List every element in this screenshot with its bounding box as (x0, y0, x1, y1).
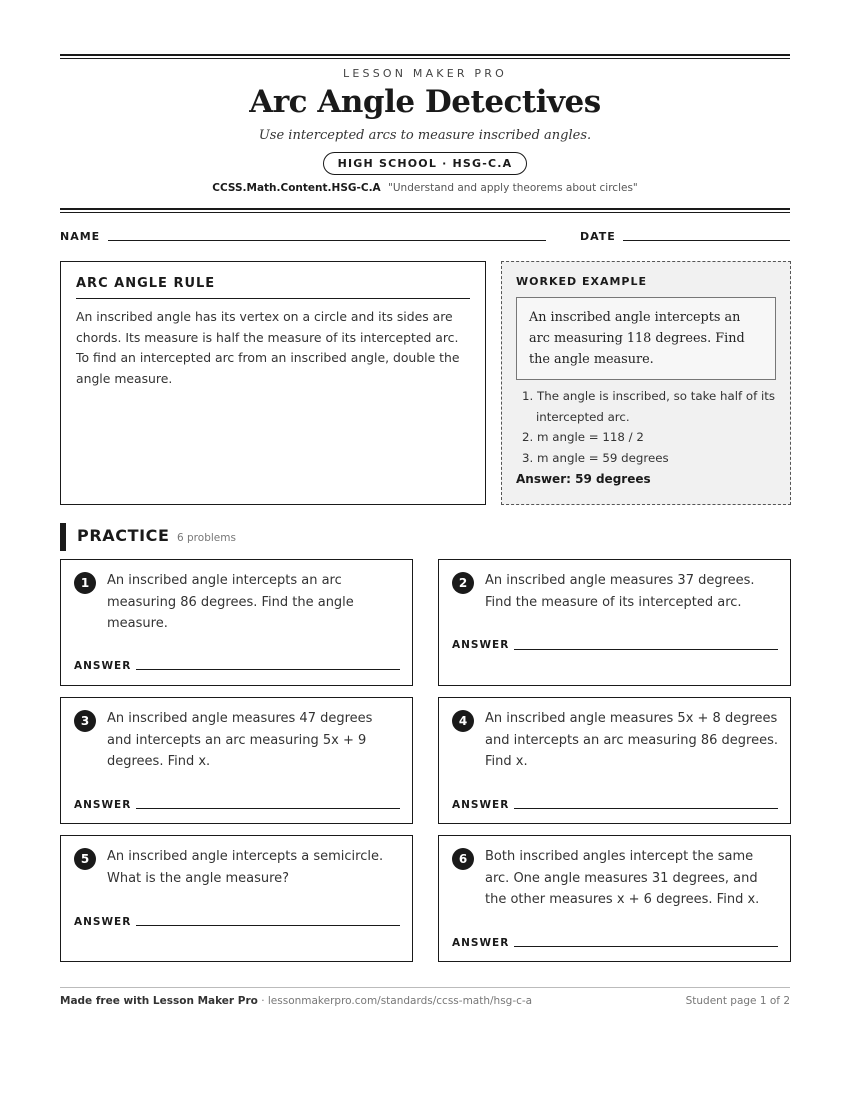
answer-label: ANSWER (74, 916, 132, 928)
date-field[interactable] (623, 240, 790, 241)
problem-number: 2 (452, 572, 474, 594)
footer-credit (60, 995, 532, 1007)
problem-text: An inscribed angle measures 47 degrees and intercepts an arc measuring 5x + 9 degrees. Find x. (107, 711, 373, 769)
problem-card-2 (438, 559, 791, 686)
footer-url[interactable]: · lessonmakerpro.com/standards/ccss-math/hsg-c-a (257, 995, 533, 1007)
practice-title: PRACTICE (77, 526, 170, 545)
problem-card-3 (60, 697, 413, 824)
problem-number: 3 (74, 710, 96, 732)
example-step: 1. The angle is inscribed, so take half of its intercepted arc. (522, 389, 776, 424)
answer-field-3[interactable] (136, 808, 400, 809)
problem-text: An inscribed angle intercepts a semicircle. What is the angle measure? (107, 849, 384, 886)
answer-field-4[interactable] (514, 808, 778, 809)
example-answer: Answer: 59 degrees (516, 472, 651, 486)
problem-text: An inscribed angle measures 37 degrees. Find the measure of its intercepted arc. (485, 573, 755, 610)
rule-box (60, 261, 486, 505)
date-label: DATE (580, 230, 616, 243)
brand-eyebrow: LESSON MAKER PRO (343, 67, 507, 80)
problem-card-6 (438, 835, 791, 962)
problem-card-1 (60, 559, 413, 686)
grade-badge-wrap (0, 152, 850, 175)
header-bottom-rule (60, 208, 790, 213)
standard-description: "Understand and apply theorems about circles" (388, 182, 638, 194)
problem-card-5 (60, 835, 413, 962)
standard-code: CCSS.Math.Content.HSG-C.A (212, 182, 381, 194)
example-heading: WORKED EXAMPLE (516, 275, 647, 288)
answer-label: ANSWER (74, 799, 132, 811)
page-indicator: Student page 1 of 2 (685, 995, 790, 1007)
worked-example-box (501, 261, 791, 505)
practice-accent-bar (60, 523, 66, 551)
answer-label: ANSWER (452, 799, 510, 811)
example-steps (516, 386, 776, 468)
header-top-rule (60, 54, 790, 59)
grade-badge: HIGH SCHOOL · HSG-C.A (323, 152, 528, 175)
example-step: 3. m angle = 59 degrees (522, 450, 669, 465)
problem-number: 5 (74, 848, 96, 870)
problem-text: An inscribed angle intercepts an arc measuring 86 degrees. Find the angle measure. (107, 573, 354, 631)
answer-label: ANSWER (452, 639, 510, 651)
practice-count: 6 problems (177, 532, 236, 544)
name-field[interactable] (108, 240, 546, 241)
footer-brand: Made free with Lesson Maker Pro (60, 995, 258, 1007)
answer-label: ANSWER (452, 937, 510, 949)
rule-heading: ARC ANGLE RULE (76, 276, 470, 299)
page-title: Arc Angle Detectives (249, 84, 601, 120)
name-label: NAME (60, 230, 101, 243)
example-question: An inscribed angle intercepts an arc measuring 118 degrees. Find the angle measure. (516, 297, 776, 380)
rule-body: An inscribed angle has its vertex on a circle and its sides are chords. Its measure is half the measure of its intercepted arc. To find an intercepted arc from an inscribed angle, double the angle measure. (76, 309, 460, 386)
answer-field-5[interactable] (136, 925, 400, 926)
problem-card-4 (438, 697, 791, 824)
page-subtitle: Use intercepted arcs to measure inscribed angles. (258, 128, 592, 143)
example-step: 2. m angle = 118 / 2 (522, 430, 644, 444)
answer-field-2[interactable] (514, 649, 778, 650)
answer-field-1[interactable] (136, 669, 400, 670)
problem-text: Both inscribed angles intercept the same arc. One angle measures 31 degrees, and the other measures x + 6 degrees. Find x. (485, 849, 760, 907)
answer-field-6[interactable] (514, 946, 778, 947)
standard-line (0, 182, 850, 194)
problem-number: 6 (452, 848, 474, 870)
problem-text: An inscribed angle measures 5x + 8 degrees and intercepts an arc measuring 86 degrees. Find x. (485, 711, 778, 769)
problem-number: 4 (452, 710, 474, 732)
footer-rule (60, 987, 790, 988)
answer-label: ANSWER (74, 660, 132, 672)
problem-number: 1 (74, 572, 96, 594)
